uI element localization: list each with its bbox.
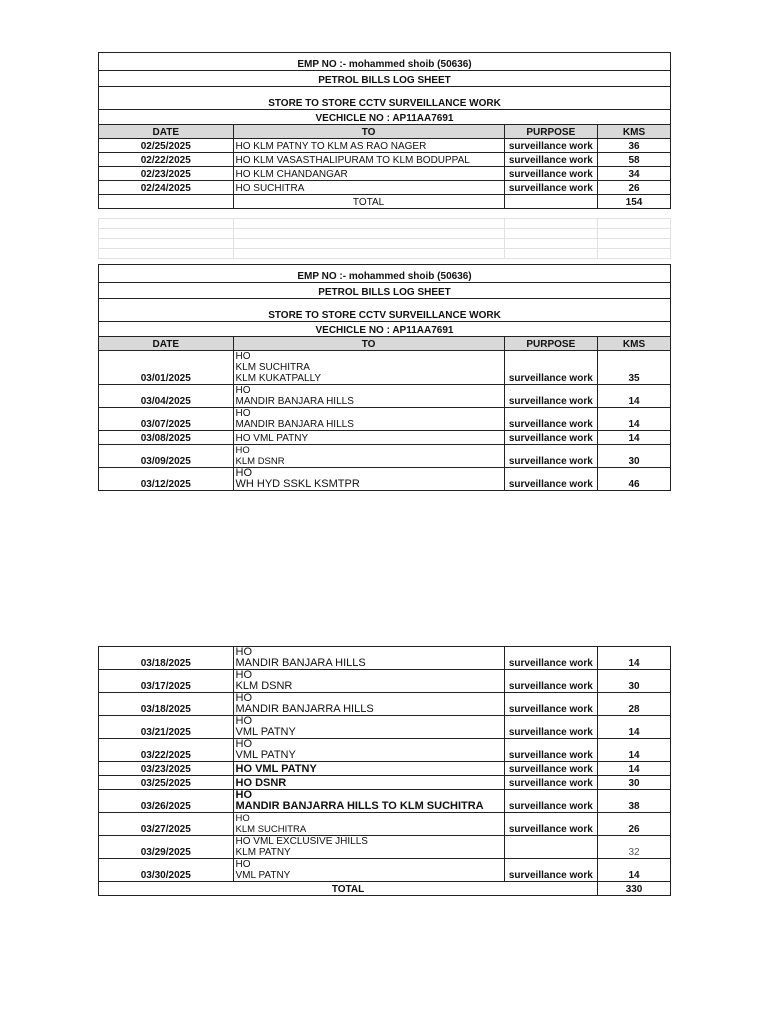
row-destination: HO KLM SUCHITRA KLM KUKATPALLY [233,351,504,385]
table-row [99,445,671,468]
vehicle-number: VECHICLE NO : AP11AA7691 [99,110,671,125]
table-row [99,790,671,813]
column-header-purpose: PURPOSE [504,337,597,351]
row-purpose: surveillance work [504,762,597,776]
row-kms: 30 [598,445,671,468]
row-date: 02/25/2025 [99,139,234,153]
sheet-heading: STORE TO STORE CCTV SURVEILLANCE WORK [99,87,671,110]
row-kms: 14 [598,859,671,882]
column-header-to: TO [233,337,504,351]
column-header-purpose: PURPOSE [504,125,597,139]
table-row [99,468,671,491]
row-kms: 14 [598,647,671,670]
total-row [99,882,671,896]
row-purpose: surveillance work [504,167,597,181]
table-row [99,181,671,195]
row-destination: HO VML PATNY [233,859,504,882]
row-destination: HO KLM CHANDANGAR [233,167,504,181]
row-purpose: surveillance work [504,431,597,445]
table-row [99,813,671,836]
sheet-heading: STORE TO STORE CCTV SURVEILLANCE WORK [99,299,671,322]
row-date: 03/04/2025 [99,385,234,408]
table-row [99,351,671,385]
column-header-date: DATE [99,125,234,139]
total-label: TOTAL [233,195,504,209]
row-date: 03/30/2025 [99,859,234,882]
row-kms: 14 [598,739,671,762]
table-row [99,167,671,181]
row-purpose: surveillance work [504,468,597,491]
row-destination: HO VML PATNY [233,716,504,739]
row-purpose: surveillance work [504,647,597,670]
row-kms: 32 [598,836,671,859]
row-purpose: surveillance work [504,790,597,813]
row-destination: HO VML PATNY [233,762,504,776]
row-purpose: surveillance work [504,716,597,739]
row-date: 03/23/2025 [99,762,234,776]
row-date: 03/09/2025 [99,445,234,468]
total-kms: 330 [598,882,671,896]
row-purpose: surveillance work [504,739,597,762]
row-destination: HO MANDIR BANJARA HILLS [233,385,504,408]
row-destination: HO VML PATNY [233,739,504,762]
row-date: 02/22/2025 [99,153,234,167]
log-sheet-march-part2 [98,646,671,896]
row-purpose: surveillance work [504,693,597,716]
row-purpose: surveillance work [504,776,597,790]
row-date: 03/08/2025 [99,431,234,445]
column-header-date: DATE [99,337,234,351]
row-date: 03/29/2025 [99,836,234,859]
log-sheet-march-part1 [98,264,671,491]
row-date: 03/21/2025 [99,716,234,739]
row-destination: HO DSNR [233,776,504,790]
row-kms: 14 [598,385,671,408]
row-purpose: surveillance work [504,139,597,153]
table-row [99,385,671,408]
row-destination: HO VML PATNY [233,431,504,445]
row-destination: HO MANDIR BANJARRA HILLS [233,693,504,716]
row-kms: 34 [598,167,671,181]
row-purpose: surveillance work [504,385,597,408]
row-kms: 26 [598,181,671,195]
row-date: 02/24/2025 [99,181,234,195]
row-date: 02/23/2025 [99,167,234,181]
row-date: 03/07/2025 [99,408,234,431]
table-row [99,139,671,153]
row-purpose: surveillance work [504,351,597,385]
row-date: 03/25/2025 [99,776,234,790]
row-kms: 14 [598,408,671,431]
row-kms: 35 [598,351,671,385]
row-kms: 30 [598,670,671,693]
table-row [99,647,671,670]
row-destination: HO SUCHITRA [233,181,504,195]
row-kms: 26 [598,813,671,836]
row-destination: HO KLM VASASTHALIPURAM TO KLM BODUPPAL [233,153,504,167]
row-destination: HO MANDIR BANJARA HILLS [233,408,504,431]
row-destination: HO VML EXCLUSIVE JHILLS KLM PATNY [233,836,504,859]
row-purpose: surveillance work [504,445,597,468]
row-purpose: surveillance work [504,408,597,431]
table-row [99,408,671,431]
row-kms: 36 [598,139,671,153]
row-date: 03/12/2025 [99,468,234,491]
total-row [99,195,671,209]
vehicle-number: VECHICLE NO : AP11AA7691 [99,322,671,337]
row-date: 03/26/2025 [99,790,234,813]
row-date: 03/18/2025 [99,647,234,670]
row-destination: HO KLM DSNR [233,670,504,693]
column-header-kms: KMS [598,337,671,351]
row-kms: 14 [598,716,671,739]
table-row [99,716,671,739]
row-purpose: surveillance work [504,181,597,195]
row-destination: HO KLM SUCHITRA [233,813,504,836]
row-destination: HO KLM DSNR [233,445,504,468]
table-row [99,836,671,859]
row-date: 03/22/2025 [99,739,234,762]
row-destination: HO KLM PATNY TO KLM AS RAO NAGER [233,139,504,153]
table-row [99,693,671,716]
sheet-subtitle: PETROL BILLS LOG SHEET [99,71,671,87]
row-date: 03/18/2025 [99,693,234,716]
table-row [99,153,671,167]
employee-number: EMP NO :- mohammed shoib (50636) [99,53,671,71]
row-kms: 58 [598,153,671,167]
row-purpose: surveillance work [504,813,597,836]
row-date: 03/01/2025 [99,351,234,385]
table-row [99,776,671,790]
sheet-subtitle: PETROL BILLS LOG SHEET [99,283,671,299]
table-row [99,431,671,445]
row-kms: 14 [598,431,671,445]
table-row [99,859,671,882]
log-sheet-february [98,52,671,209]
row-kms: 30 [598,776,671,790]
row-kms: 14 [598,762,671,776]
row-date: 03/17/2025 [99,670,234,693]
column-header-to: TO [233,125,504,139]
row-destination: HO MANDIR BANJARA HILLS [233,647,504,670]
table-row [99,739,671,762]
row-date: 03/27/2025 [99,813,234,836]
row-purpose: surveillance work [504,859,597,882]
row-purpose: surveillance work [504,670,597,693]
row-kms: 38 [598,790,671,813]
row-kms: 46 [598,468,671,491]
column-header-kms: KMS [598,125,671,139]
row-purpose: surveillance work [504,153,597,167]
table-row [99,762,671,776]
row-kms: 28 [598,693,671,716]
total-kms: 154 [598,195,671,209]
empty-grid-rows [98,218,671,259]
table-row [99,670,671,693]
row-purpose [504,836,597,859]
row-destination: HO MANDIR BANJARRA HILLS TO KLM SUCHITRA [233,790,504,813]
row-destination: HO WH HYD SSKL KSMTPR [233,468,504,491]
employee-number: EMP NO :- mohammed shoib (50636) [99,265,671,283]
total-label: TOTAL [99,882,598,896]
